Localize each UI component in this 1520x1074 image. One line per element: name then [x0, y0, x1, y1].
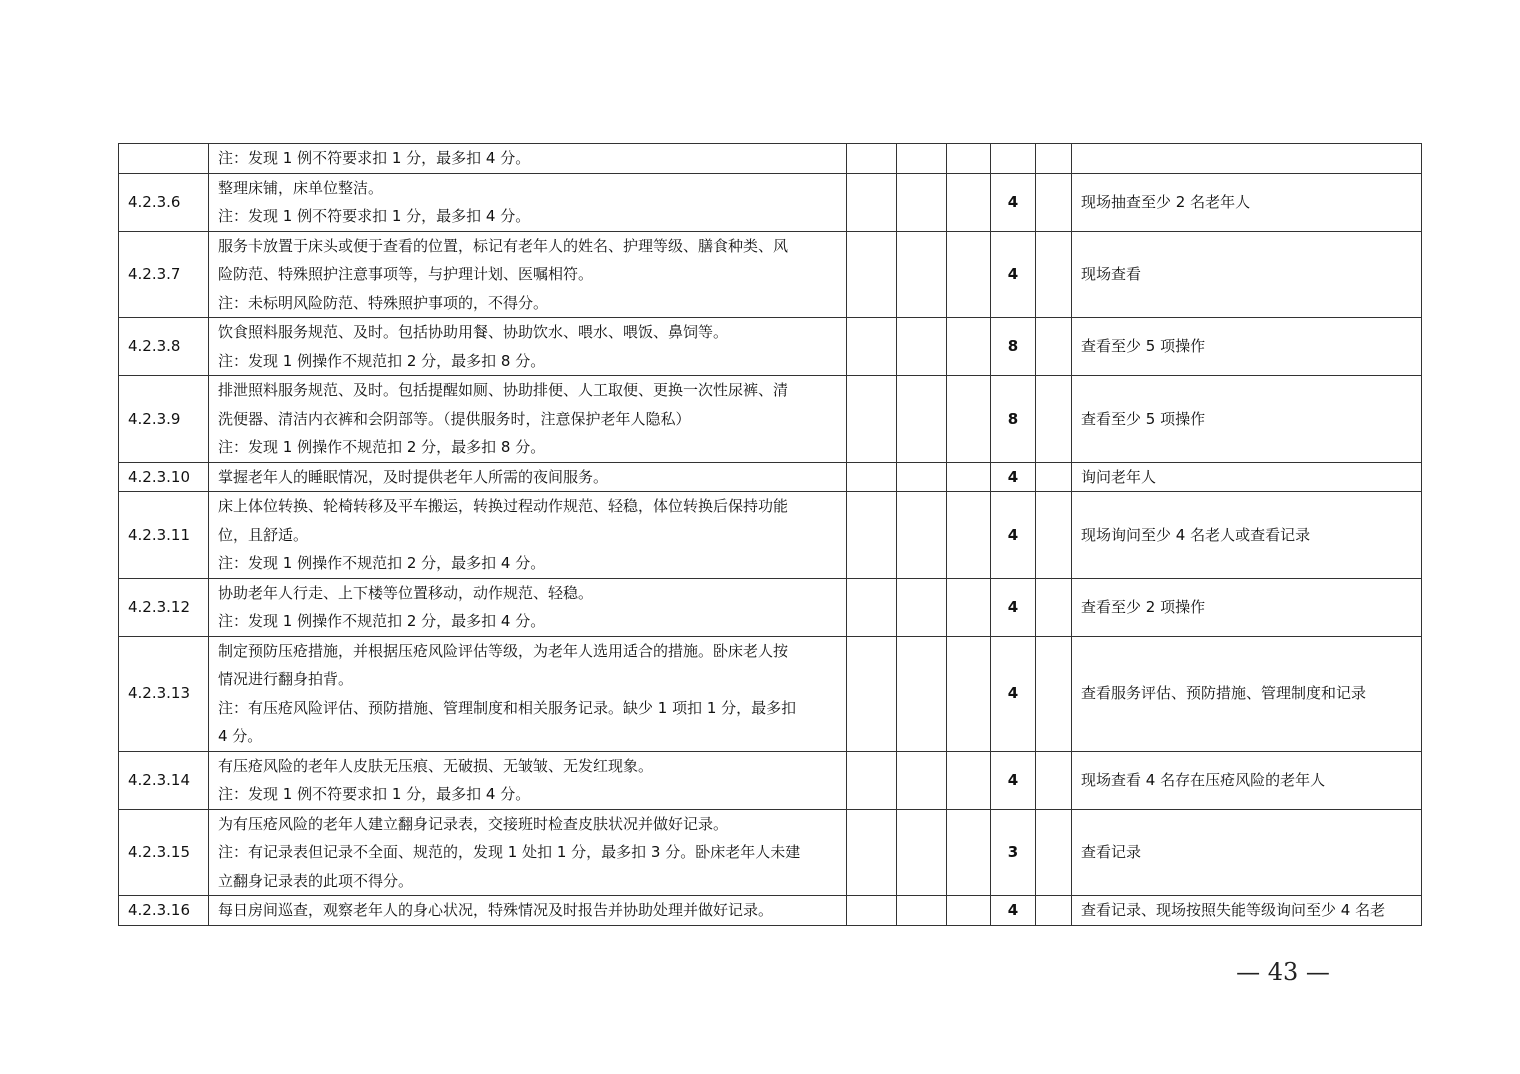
empty-cell — [847, 809, 897, 896]
empty-cell — [947, 376, 991, 463]
empty-cell — [947, 896, 991, 926]
requirement-line: 协助老年人行走、上下楼等位置移动，动作规范、轻稳。 — [218, 583, 594, 602]
empty-cell — [847, 636, 897, 751]
item-number: 4.2.3.9 — [119, 376, 209, 463]
table-row — [119, 636, 1422, 751]
requirement-line: 注：发现 1 例不符要求扣 1 分，最多扣 4 分。 — [218, 149, 531, 167]
requirement-line: 床上体位转换、轮椅转移及平车搬运，转换过程动作规范、轻稳，体位转换后保持功能 — [218, 497, 789, 515]
requirement-line: 排泄照料服务规范、及时。包括提醒如厕、协助排便、人工取便、更换一次性尿裤、清 — [218, 381, 789, 399]
score-cell: 4 — [991, 578, 1036, 636]
inspection-method: 现场询问至少 4 名老人或查看记录 — [1072, 492, 1422, 579]
requirement-cell — [209, 144, 847, 174]
inspection-method: 查看记录 — [1072, 809, 1422, 896]
requirement-line: 4 分。 — [218, 727, 263, 745]
requirement-line: 注：发现 1 例操作不规范扣 2 分，最多扣 8 分。 — [218, 438, 546, 456]
empty-cell — [897, 462, 947, 492]
empty-cell — [847, 462, 897, 492]
requirement-line: 掌握老年人的睡眠情况，及时提供老年人所需的夜间服务。 — [218, 467, 609, 486]
empty-cell — [1036, 809, 1072, 896]
requirement-line: 立翻身记录表的此项不得分。 — [218, 871, 414, 890]
empty-cell — [947, 751, 991, 809]
empty-cell — [847, 578, 897, 636]
requirement-line: 位，且舒适。 — [218, 525, 309, 544]
page-number: — 43 — — [1236, 958, 1330, 986]
empty-cell — [897, 751, 947, 809]
table-row — [119, 376, 1422, 463]
empty-cell — [1036, 376, 1072, 463]
requirement-cell — [209, 173, 847, 231]
item-number: 4.2.3.6 — [119, 173, 209, 231]
empty-cell — [1036, 318, 1072, 376]
item-number: 4.2.3.11 — [119, 492, 209, 579]
table-row — [119, 809, 1422, 896]
empty-cell — [1036, 636, 1072, 751]
item-number: 4.2.3.15 — [119, 809, 209, 896]
empty-cell — [947, 144, 991, 174]
empty-cell — [1036, 896, 1072, 926]
item-number: 4.2.3.8 — [119, 318, 209, 376]
empty-cell — [947, 492, 991, 579]
empty-cell — [847, 231, 897, 318]
inspection-method: 查看服务评估、预防措施、管理制度和记录 — [1072, 636, 1422, 751]
requirement-line: 注：发现 1 例不符要求扣 1 分，最多扣 4 分。 — [218, 785, 531, 803]
requirement-line: 为有压疮风险的老年人建立翻身记录表，交接班时检查皮肤状况并做好记录。 — [218, 814, 729, 833]
requirement-line: 注：发现 1 例操作不规范扣 2 分，最多扣 8 分。 — [218, 351, 546, 370]
empty-cell — [1036, 492, 1072, 579]
requirement-line: 制定预防压疮措施，并根据压疮风险评估等级，为老年人选用适合的措施。卧床老人按 — [218, 641, 789, 660]
requirement-cell — [209, 578, 847, 636]
empty-cell — [947, 318, 991, 376]
requirement-cell — [209, 462, 847, 492]
table-row — [119, 751, 1422, 809]
requirement-line: 服务卡放置于床头或便于查看的位置，标记有老年人的姓名、护理等级、膳食种类、风 — [218, 236, 789, 255]
empty-cell — [1036, 173, 1072, 231]
table-row — [119, 318, 1422, 376]
empty-cell — [897, 809, 947, 896]
table-row — [119, 231, 1422, 318]
score-cell: 4 — [991, 751, 1036, 809]
empty-cell — [1036, 231, 1072, 318]
requirement-line: 有压疮风险的老年人皮肤无压痕、无破损、无皱皱、无发红现象。 — [218, 756, 654, 775]
empty-cell — [847, 751, 897, 809]
score-cell: 4 — [991, 492, 1036, 579]
empty-cell — [947, 578, 991, 636]
score-cell: 8 — [991, 376, 1036, 463]
table-row — [119, 462, 1422, 492]
empty-cell — [1036, 751, 1072, 809]
requirement-line: 注：有记录表但记录不全面、规范的，发现 1 处扣 1 分，最多扣 3 分。卧床老年人未建 — [218, 843, 801, 861]
empty-cell — [897, 318, 947, 376]
requirement-cell — [209, 492, 847, 579]
requirement-line: 每日房间巡查，观察老年人的身心状况，特殊情况及时报告并协助处理并做好记录。 — [218, 901, 774, 919]
inspection-method: 现场查看 4 名存在压疮风险的老年人 — [1072, 751, 1422, 809]
empty-cell — [897, 492, 947, 579]
requirement-line: 注：未标明风险防范、特殊照护事项的，不得分。 — [218, 293, 549, 312]
empty-cell — [847, 896, 897, 926]
empty-cell — [847, 376, 897, 463]
empty-cell — [947, 462, 991, 492]
inspection-method: 查看至少 5 项操作 — [1072, 376, 1422, 463]
inspection-method: 询问老年人 — [1072, 462, 1422, 492]
score-cell: 8 — [991, 318, 1036, 376]
requirement-line: 注：有压疮风险评估、预防措施、管理制度和相关服务记录。缺少 1 项扣 1 分，最多扣 — [218, 698, 797, 717]
empty-cell — [947, 231, 991, 318]
item-number: 4.2.3.12 — [119, 578, 209, 636]
empty-cell — [1036, 578, 1072, 636]
requirement-line: 注：发现 1 例操作不规范扣 2 分，最多扣 4 分。 — [218, 554, 546, 572]
score-cell: 4 — [991, 896, 1036, 926]
inspection-method: 查看记录、现场按照失能等级询问至少 4 名老 — [1072, 896, 1422, 926]
empty-cell — [947, 809, 991, 896]
empty-cell — [1036, 462, 1072, 492]
empty-cell — [847, 318, 897, 376]
score-cell: 4 — [991, 636, 1036, 751]
table-row — [119, 896, 1422, 926]
requirement-line: 饮食照料服务规范、及时。包括协助用餐、协助饮水、喂水、喂饭、鼻饲等。 — [218, 323, 729, 341]
inspection-method: 查看至少 2 项操作 — [1072, 578, 1422, 636]
item-number: 4.2.3.13 — [119, 636, 209, 751]
score-cell: 3 — [991, 809, 1036, 896]
empty-cell — [847, 144, 897, 174]
requirement-cell — [209, 809, 847, 896]
empty-cell — [897, 636, 947, 751]
item-number: 4.2.3.14 — [119, 751, 209, 809]
requirement-line: 整理床铺，床单位整洁。 — [218, 178, 384, 197]
empty-cell — [897, 376, 947, 463]
score-cell: 4 — [991, 231, 1036, 318]
table-row — [119, 492, 1422, 579]
inspection-method: 现场抽查至少 2 名老年人 — [1072, 173, 1422, 231]
requirement-cell — [209, 231, 847, 318]
empty-cell — [1036, 144, 1072, 174]
table-row — [119, 173, 1422, 231]
requirement-line: 洗便器、清洁内衣裤和会阴部等。（提供服务时，注意保护老年人隐私） — [218, 409, 691, 428]
requirement-cell — [209, 751, 847, 809]
empty-cell — [947, 636, 991, 751]
score-cell: 4 — [991, 462, 1036, 492]
item-number: 4.2.3.10 — [119, 462, 209, 492]
requirement-line: 情况进行翻身拍背。 — [218, 670, 354, 688]
empty-cell — [847, 173, 897, 231]
empty-cell — [897, 144, 947, 174]
item-number: 4.2.3.16 — [119, 896, 209, 926]
evaluation-table — [118, 143, 1422, 926]
inspection-method — [1072, 144, 1422, 174]
empty-cell — [897, 578, 947, 636]
empty-cell — [897, 231, 947, 318]
requirement-line: 险防范、特殊照护注意事项等，与护理计划、医嘱相符。 — [218, 265, 594, 283]
requirement-cell — [209, 318, 847, 376]
item-number — [119, 144, 209, 174]
item-number: 4.2.3.7 — [119, 231, 209, 318]
score-cell: 4 — [991, 173, 1036, 231]
inspection-method: 现场查看 — [1072, 231, 1422, 318]
table-row — [119, 578, 1422, 636]
empty-cell — [947, 173, 991, 231]
table-row — [119, 144, 1422, 174]
empty-cell — [847, 492, 897, 579]
requirement-cell — [209, 636, 847, 751]
inspection-method: 查看至少 5 项操作 — [1072, 318, 1422, 376]
empty-cell — [897, 173, 947, 231]
requirement-line: 注：发现 1 例不符要求扣 1 分，最多扣 4 分。 — [218, 207, 531, 225]
table-body — [119, 144, 1422, 926]
requirement-cell — [209, 896, 847, 926]
requirement-line: 注：发现 1 例操作不规范扣 2 分，最多扣 4 分。 — [218, 612, 546, 630]
requirement-cell — [209, 376, 847, 463]
score-cell — [991, 144, 1036, 174]
empty-cell — [897, 896, 947, 926]
